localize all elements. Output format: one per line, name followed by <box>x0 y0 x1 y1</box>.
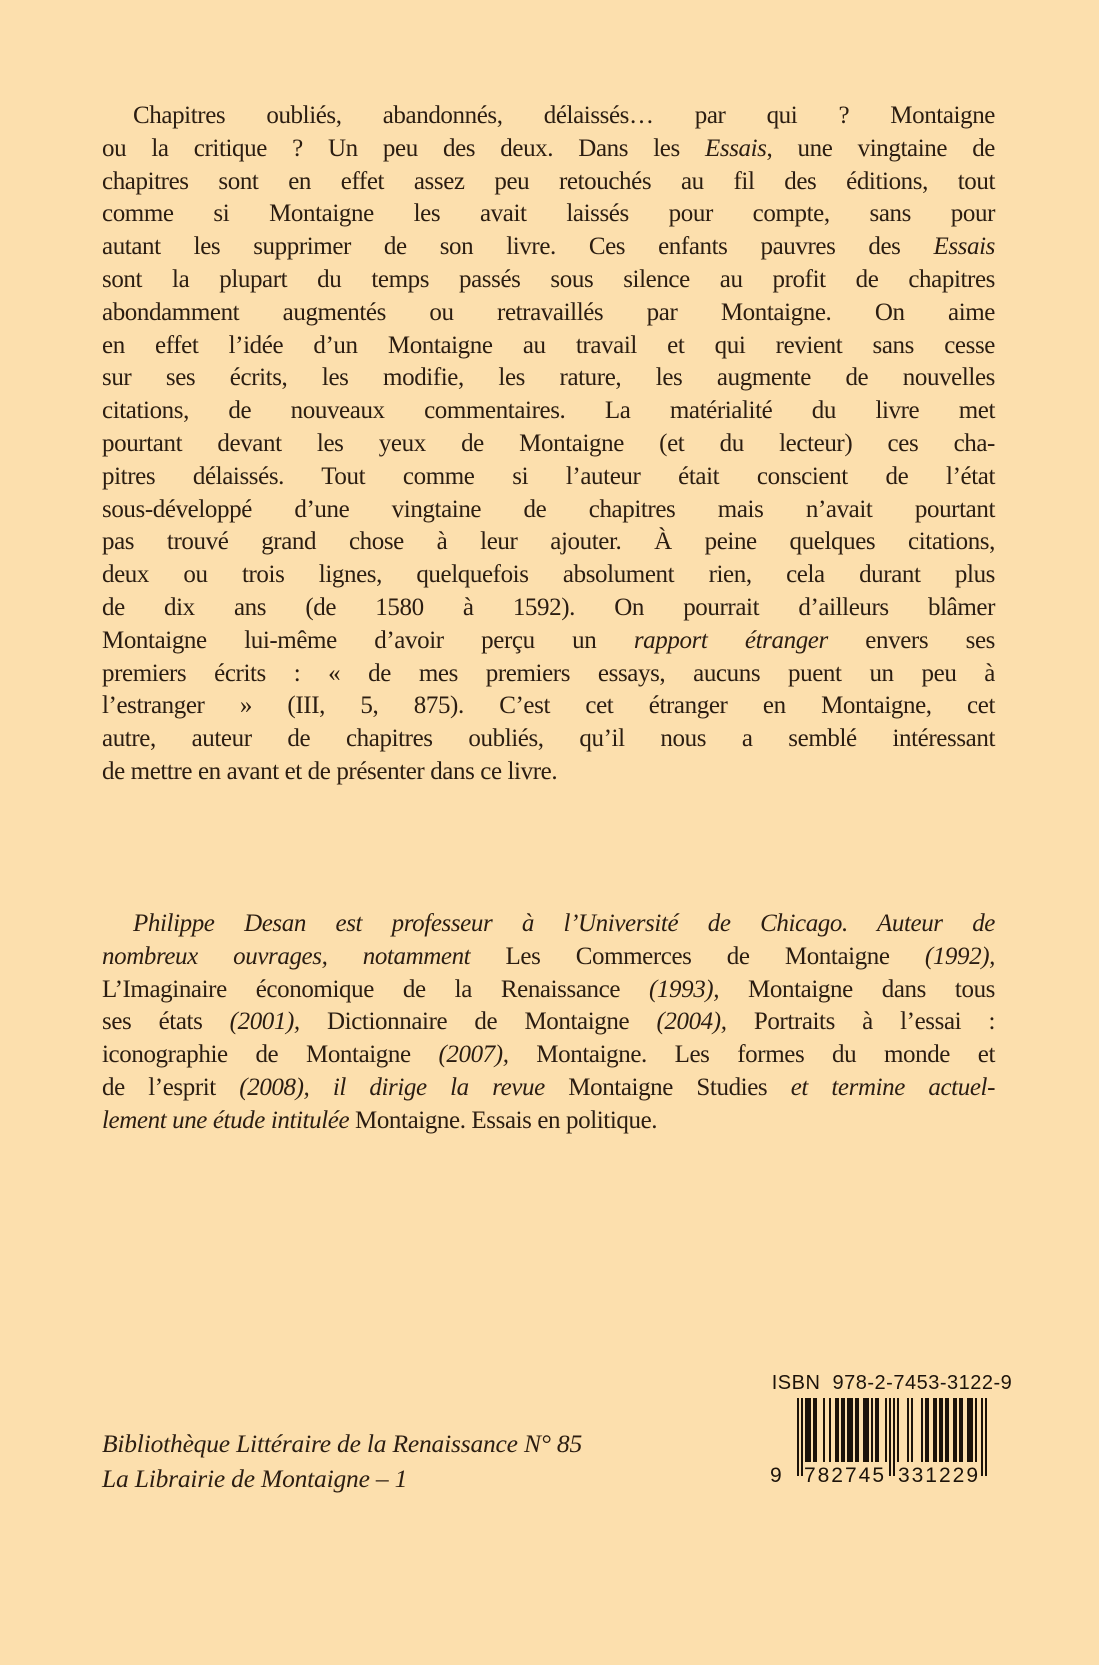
barcode-bar <box>925 1398 929 1462</box>
text-segment: de dix ans (de 1580 à 1592). On pourrait d’ailleurs blâmer <box>102 593 995 621</box>
italic-text-segment: (2001), <box>229 1008 300 1036</box>
italic-text-segment: Essais <box>705 134 767 162</box>
text-segment: Montaigne Studies <box>568 1073 791 1101</box>
text-segment: abondamment augmentés ou retravaillés par Montaigne. On aime <box>102 298 995 326</box>
barcode-bar <box>967 1398 973 1462</box>
barcode-bar <box>907 1398 909 1462</box>
barcode-bar <box>921 1398 923 1462</box>
text-line <box>102 395 995 428</box>
italic-text-segment: (2004), <box>656 1008 727 1036</box>
barcode-bar <box>945 1398 949 1462</box>
barcode-bar <box>835 1398 839 1462</box>
text-segment: , une vingtaine de <box>766 134 996 162</box>
barcode-bar <box>813 1398 817 1462</box>
text-line <box>102 1105 995 1138</box>
text-line <box>102 264 995 297</box>
text-line <box>102 941 995 974</box>
text-line <box>102 133 995 166</box>
barcode-bar <box>885 1398 887 1462</box>
italic-text-segment: lement une étude intitulée <box>102 1106 355 1134</box>
text-segment: deux ou trois lignes, quelquefois absolument rien, cela durant plus <box>102 561 995 589</box>
text-segment: sous-développé d’une vingtaine de chapitres mais n’avait pourtant <box>102 495 995 523</box>
text-segment: Les Commerces de Montaigne <box>505 942 925 970</box>
italic-text-segment: (1993), <box>648 975 720 1003</box>
series-title: Bibliothèque Littéraire de la Renaissance N° 85 <box>102 1429 583 1458</box>
text-line <box>102 1039 995 1072</box>
text-segment: Montaigne dans tous <box>719 975 995 1003</box>
text-segment: Chapitres oubliés, abandonnés, délaissés… par qui ? Montaigne <box>133 102 995 129</box>
series-volume: La Librairie de Montaigne – 1 <box>102 1464 408 1493</box>
text-segment: iconographie de Montaigne <box>102 1041 439 1069</box>
text-segment: Dictionnaire de Montaigne <box>299 1008 657 1036</box>
text-line <box>102 362 995 395</box>
text-segment: sont la plupart du temps passés sous silence au profit de chapitres <box>102 265 995 293</box>
text-line <box>102 428 995 461</box>
barcode-digits-left: 782745 <box>803 1464 887 1487</box>
barcode-digits-right: 331229 <box>897 1464 981 1487</box>
text-line <box>102 908 995 941</box>
text-segment: pas trouvé grand chose à leur ajouter. À peine quelques citations, <box>102 528 995 556</box>
text-segment: Montaigne lui-même d’avoir perçu un <box>102 626 634 654</box>
text-line <box>102 461 995 494</box>
italic-text-segment: (2008), il dirige la revue <box>239 1073 569 1101</box>
text-segment: chapitres sont en effet assez peu retouchés au fil des éditions, tout <box>102 167 995 195</box>
text-line <box>102 592 995 625</box>
barcode-digit-prefix: 9 <box>770 1464 782 1487</box>
italic-text-segment: (1992), <box>924 942 995 970</box>
text-line <box>102 297 995 330</box>
text-line <box>102 658 995 691</box>
text-segment: autre, auteur de chapitres oubliés, qu’il nous a semblé intéressant <box>102 725 995 753</box>
text-segment: Montaigne. Essais en politique. <box>355 1106 658 1134</box>
barcode-bar <box>893 1398 895 1476</box>
text-line <box>102 690 995 723</box>
text-line <box>102 494 995 527</box>
italic-text-segment: nombreux ouvrages, notamment <box>102 942 506 970</box>
text-line <box>102 198 995 231</box>
barcode-bar <box>981 1398 983 1476</box>
text-line <box>102 1006 995 1039</box>
text-line <box>102 723 995 756</box>
italic-text-segment: (2007), <box>438 1041 509 1069</box>
text-segment: l’estranger » (III, 5, 875). C’est cet étranger en Montaigne, cet <box>102 692 995 720</box>
barcode-bar <box>841 1398 845 1462</box>
text-segment: comme si Montaigne les avait laissés pour compte, sans pour <box>102 200 995 228</box>
barcode-bar <box>847 1398 853 1462</box>
text-segment: ses états <box>102 1008 230 1036</box>
text-line <box>102 526 995 559</box>
text-line <box>102 756 995 789</box>
text-segment: ou la critique ? Un peu des deux. Dans les <box>102 134 705 162</box>
italic-text-segment: rapport étranger <box>633 626 828 654</box>
barcode-bar <box>889 1398 891 1476</box>
barcode-bar <box>939 1398 943 1462</box>
barcode-bar <box>863 1398 869 1462</box>
barcode-bar <box>823 1398 825 1462</box>
text-segment: citations, de nouveaux commentaires. La matérialité du livre met <box>102 397 995 425</box>
text-segment: pourtant devant les yeux de Montaigne (et du lecteur) ces cha- <box>102 429 995 457</box>
barcode-bar <box>797 1398 799 1476</box>
barcode-bar <box>875 1398 879 1462</box>
barcode-bar <box>911 1398 913 1462</box>
barcode-bar <box>897 1398 899 1462</box>
text-segment: sur ses écrits, les modifie, les rature, les augmente de nouvelles <box>102 364 995 392</box>
isbn-label: ISBN 978-2-7453-3122-9 <box>771 1372 1013 1394</box>
text-line <box>102 166 995 199</box>
text-line <box>102 231 995 264</box>
series-info <box>102 1426 582 1496</box>
text-segment: autant les supprimer de son livre. Ces enfants pauvres des <box>102 233 934 261</box>
text-segment: envers ses <box>827 626 995 654</box>
barcode-bar <box>959 1398 963 1462</box>
barcode-bar <box>801 1398 803 1476</box>
barcode-bar <box>975 1398 977 1462</box>
text-segment: Montaigne. Les formes du monde et <box>508 1041 995 1069</box>
barcode-bar <box>871 1398 873 1462</box>
italic-text-segment: Philippe Desan est professeur à l’Université de Chicago. Auteur de <box>133 910 995 937</box>
text-segment: premiers écrits : « de mes premiers essays, aucuns puent un peu à <box>102 659 995 687</box>
barcode-bar <box>829 1398 831 1462</box>
barcode-bar <box>953 1398 957 1462</box>
text-line <box>102 1072 995 1105</box>
text-segment: de l’esprit <box>102 1073 240 1101</box>
barcode-bar <box>805 1398 811 1462</box>
synopsis-paragraph <box>102 100 995 789</box>
text-segment: L’Imaginaire économique de la Renaissance <box>102 975 649 1003</box>
text-line <box>102 559 995 592</box>
italic-text-segment: Essais <box>933 233 995 261</box>
text-segment: de mettre en avant et de présenter dans ce livre. <box>102 757 558 785</box>
barcode-bar <box>933 1398 937 1462</box>
text-line <box>102 625 995 658</box>
italic-text-segment: et termine actuel- <box>790 1073 995 1101</box>
text-line <box>102 974 995 1007</box>
text-segment: en effet l’idée d’un Montaigne au travail et qui revient sans cesse <box>102 331 995 359</box>
text-segment: pitres délaissés. Tout comme si l’auteur était conscient de l’état <box>102 462 995 490</box>
barcode-bar <box>855 1398 859 1462</box>
text-line <box>102 100 995 133</box>
text-line <box>102 330 995 363</box>
ean-barcode-icon <box>770 1398 987 1492</box>
barcode-bar <box>985 1398 987 1476</box>
text-segment: Portraits à l’essai : <box>726 1008 995 1036</box>
author-bio-paragraph <box>102 908 995 1138</box>
